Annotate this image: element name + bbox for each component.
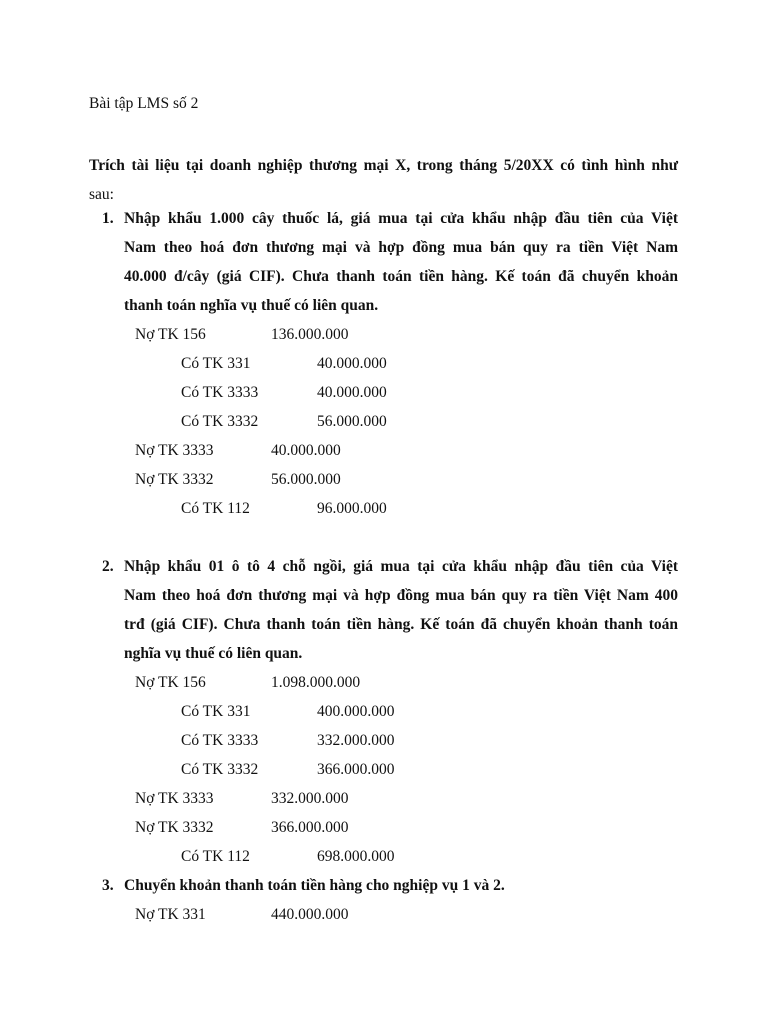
statement-line: thanh toán nghĩa vụ thuế có liên quan. bbox=[124, 297, 379, 314]
exercise-item-3 bbox=[89, 871, 678, 929]
journal-entry bbox=[89, 842, 678, 871]
journal-entry bbox=[89, 900, 678, 929]
statement-line: 40.000 đ/cây (giá CIF). Chưa thanh toán tiền hàng. Kế toán đã chuyển khoản bbox=[124, 268, 678, 285]
exercise-item-2 bbox=[89, 552, 678, 871]
item-number: 2. bbox=[102, 558, 114, 575]
entry-amount: 56.000.000 bbox=[271, 471, 341, 488]
entry-account: Nợ TK 156 bbox=[135, 674, 206, 691]
entry-amount: 332.000.000 bbox=[317, 732, 395, 749]
entry-account: Nợ TK 331 bbox=[135, 906, 206, 923]
journal-entry bbox=[89, 436, 678, 465]
item-number: 3. bbox=[102, 877, 114, 894]
statement-line: Nhập khẩu 1.000 cây thuốc lá, giá mua tại cửa khẩu nhập đầu tiên của Việt bbox=[124, 210, 678, 227]
entry-account: Có TK 3332 bbox=[181, 761, 259, 778]
entry-account: Nợ TK 3332 bbox=[135, 471, 214, 488]
intro-line: Trích tài liệu tại doanh nghiệp thương mại X, trong tháng 5/20XX có tình hình như bbox=[89, 157, 678, 174]
journal-entry bbox=[89, 407, 678, 436]
journal-entry bbox=[89, 465, 678, 494]
item-number: 1. bbox=[102, 210, 114, 227]
entry-amount: 440.000.000 bbox=[271, 906, 349, 923]
entry-account: Có TK 112 bbox=[181, 500, 250, 517]
statement-line: Nam theo hoá đơn thương mại và hợp đồng mua bán quy ra tiền Việt Nam bbox=[124, 239, 678, 256]
journal-entries bbox=[89, 900, 678, 929]
journal-entry bbox=[89, 320, 678, 349]
entry-amount: 366.000.000 bbox=[271, 819, 349, 836]
journal-entry bbox=[89, 349, 678, 378]
journal-entry bbox=[89, 494, 678, 523]
entry-account: Nợ TK 156 bbox=[135, 326, 206, 343]
entry-amount: 56.000.000 bbox=[317, 413, 387, 430]
entry-amount: 698.000.000 bbox=[317, 848, 395, 865]
entry-amount: 1.098.000.000 bbox=[271, 674, 361, 691]
entry-account: Có TK 3333 bbox=[181, 732, 259, 749]
entry-account: Nợ TK 3333 bbox=[135, 442, 214, 459]
journal-entry bbox=[89, 784, 678, 813]
item-statement bbox=[89, 552, 678, 668]
statement-line: Nhập khẩu 01 ô tô 4 chỗ ngồi, giá mua tại cửa khẩu nhập đầu tiên của Việt bbox=[124, 558, 678, 575]
entry-account: Có TK 331 bbox=[181, 355, 251, 372]
journal-entry bbox=[89, 697, 678, 726]
item-statement bbox=[89, 871, 678, 900]
entry-account: Có TK 3332 bbox=[181, 413, 259, 430]
entry-amount: 40.000.000 bbox=[317, 384, 387, 401]
statement-line: Nam theo hoá đơn thương mại và hợp đồng mua bán quy ra tiền Việt Nam 400 bbox=[124, 587, 678, 604]
journal-entry bbox=[89, 755, 678, 784]
journal-entries bbox=[89, 668, 678, 871]
entry-account: Có TK 331 bbox=[181, 703, 251, 720]
entry-account: Nợ TK 3333 bbox=[135, 790, 214, 807]
entry-amount: 332.000.000 bbox=[271, 790, 349, 807]
page-title: Bài tập LMS số 2 bbox=[89, 95, 199, 112]
exercise-item-1 bbox=[89, 204, 678, 523]
journal-entry bbox=[89, 668, 678, 697]
entry-amount: 366.000.000 bbox=[317, 761, 395, 778]
journal-entry bbox=[89, 726, 678, 755]
statement-line: Chuyển khoản thanh toán tiền hàng cho nghiệp vụ 1 và 2. bbox=[124, 877, 505, 894]
entry-amount: 400.000.000 bbox=[317, 703, 395, 720]
entry-amount: 40.000.000 bbox=[271, 442, 341, 459]
journal-entry bbox=[89, 378, 678, 407]
journal-entries bbox=[89, 320, 678, 523]
entry-amount: 136.000.000 bbox=[271, 326, 349, 343]
item-statement bbox=[89, 204, 678, 320]
entry-amount: 40.000.000 bbox=[317, 355, 387, 372]
entry-account: Có TK 3333 bbox=[181, 384, 259, 401]
intro-line: sau: bbox=[89, 186, 114, 203]
intro-paragraph bbox=[89, 151, 678, 209]
entry-account: Nợ TK 3332 bbox=[135, 819, 214, 836]
journal-entry bbox=[89, 813, 678, 842]
statement-line: trđ (giá CIF). Chưa thanh toán tiền hàng. Kế toán đã chuyển khoản thanh toán bbox=[124, 616, 678, 633]
entry-account: Có TK 112 bbox=[181, 848, 250, 865]
statement-line: nghĩa vụ thuế có liên quan. bbox=[124, 645, 303, 662]
entry-amount: 96.000.000 bbox=[317, 500, 387, 517]
